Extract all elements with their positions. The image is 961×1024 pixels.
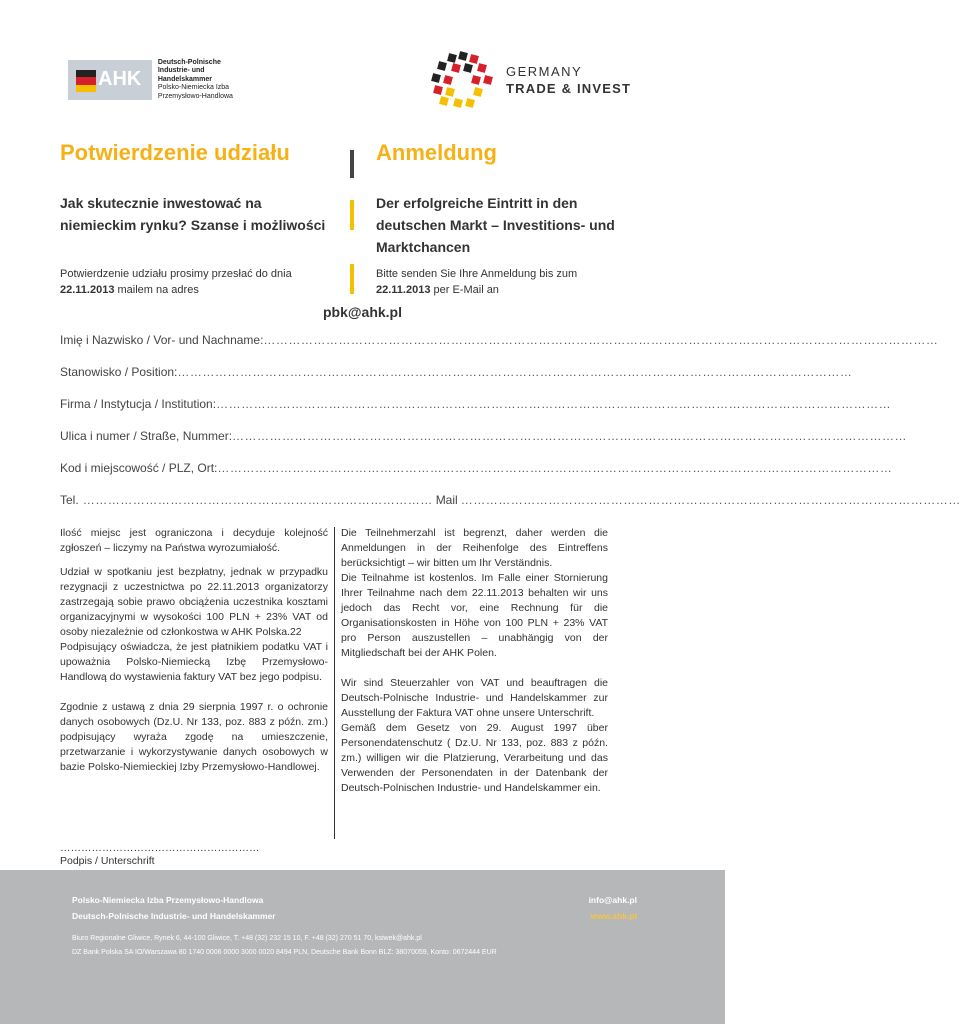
fill-line: ……………………………………………………………………………………………………………………………………………… <box>263 333 939 347</box>
note-de: Bitte senden Sie Ihre Anmeldung bis zum 22.11.2013 per E-Mail an <box>376 268 578 296</box>
terms-de: Die Teilnehmerzahl ist begrenzt, daher werden die Anmeldungen in der Reihenfolge des Eintreffens berücksichtigt – wir bitten um Ihr Verständnis. Die Teilnahme ist kostenlos. Im Falle einer Stornierung Ihrer Teilnahme nach dem 22.11.2013 behalten wir uns jedoch das Recht vor, eine Rechnung für die Organisationskosten in Höhe von 100 PLN + 23% VAT pro Person auszustellen – unabhängig von der Mitgliedschaft bei der AHK Polen. Wir sind Steuerzahler von VAT und beauftragen die Deutsch-Polnische Industrie- und Handelskammer zur Ausstellung der Faktura VAT ohne unsere Unterschrift. Gemäß dem Gesetz von 29. August 1997 über Personendatenschutz ( Dz.U. Nr 133, poz. 883 z późn. zm.) willigen wir die Platzierung, Verarbeitung und das Verwenden der Personendaten in der Datenbank der Deutsch-Polnischen Industrie- und Handelskammer ein. <box>341 527 608 794</box>
gti-logo <box>428 52 638 108</box>
footer <box>0 870 725 1024</box>
divider-bar-yellow-1 <box>350 200 354 230</box>
subtitle-pl: Jak skutecznie inwestować na niemieckim rynku? Szanse i możliwości <box>60 195 326 233</box>
field-company[interactable]: Firma / Instytucja / Institution: ……………………………………………………………………………………………………………………………………………… <box>60 397 892 411</box>
footer-contact: Biuro Regionalne Gliwice, Rynek 6, 44-100 Gliwice, T. +48 (32) 232 15 10, F. +48 (32) 270 51 70, ksiwek@ahk.pl DZ Bank Polska SA IO/Warszawa 80 1740 0006 0000 3000 0020 8494 PLN, Deutsche Bank Bonn BLZ: 38070059, Konto: 0672444 EUR <box>72 935 497 956</box>
terms-pl: Ilość miejsc jest ograniczona i decyduje kolejność zgłoszeń – liczymy na Państwa wyrozumiałość. Udział w spotkaniu jest bezpłatny, jednak w przypadku rezygnacji z uczestnictwa po 22.11.2013 organizatorzy zastrzegają sobie prawo obciążenia uczestnika kosztami organizacyjnymi w wysokości 100 PLN + 23% VAT od osoby niezależnie od członkostwa w AHK Polska.22 Podpisujący oświadcza, że jest płatnikiem podatku VAT i upoważnia Polsko-Niemiecką Izbę Przemysłowo-Handlową do wystawienia faktury VAT bez jego podpisu. Zgodnie z ustawą z dnia 29 sierpnia 1997 r. o ochronie danych osobowych (Dz.U. Nr 133, poz. 883 z późn. zm.) podpisujący wyraża zgodę na umieszczenie, przetwarzanie i wykorzystywanie danych osobowych w bazie Polsko-Niemieckiej Izby Przemysłowo-Handlowej. <box>60 527 328 773</box>
fill-line: ……………………………………………………………………………………………………………………………………………… <box>177 365 853 379</box>
divider-bar-yellow-2 <box>350 264 354 294</box>
field-street[interactable]: Ulica i numer / Straße, Nummer: ……………………………………………………………………………………………………………………………………………… <box>60 429 908 443</box>
fill-line: ……………………………………………………………………………………………………………………………………………… <box>216 397 892 411</box>
title-de: Anmeldung <box>376 140 497 165</box>
gti-mosaic-icon <box>428 52 494 108</box>
gti-wordmark: GERMANY TRADE & INVEST <box>506 64 632 96</box>
signature-line: ………………………………………………… <box>60 842 260 854</box>
divider-bar-dark <box>350 150 354 178</box>
signature-label: Podpis / Unterschrift <box>60 855 155 867</box>
subtitle-de: Der erfolgreiche Eintritt in den deutschen Markt – Investitions- und Marktchancen <box>376 195 615 255</box>
footer-org: Polsko-Niemiecka Izba Przemysłowo-Handlowa Deutsch-Polnische Industrie- und Handelskammer <box>72 895 276 921</box>
email-address: pbk@ahk.pl <box>323 304 402 320</box>
ahk-logo-subtitle: Deutsch-Polnische Industrie- und Handelskammer Polsko-Niemiecka Izba Przemysłowo-Handlowa <box>157 58 233 100</box>
field-name[interactable]: Imię i Nazwisko / Vor- und Nachname: ……………………………………………………………………………………………………………………………………………… <box>60 333 939 347</box>
title-pl: Potwierdzenie udziału <box>60 140 290 165</box>
field-city[interactable]: Kod i miejscowość / PLZ, Ort: ……………………………………………………………………………………………………………………………………………… <box>60 461 893 475</box>
column-divider <box>334 527 335 839</box>
signature[interactable] <box>60 842 260 868</box>
ahk-logo-box <box>68 60 152 100</box>
ahk-logo-text: AHK <box>98 68 142 90</box>
fill-line-mail: ………………………………………………………………………………………………………… <box>460 493 961 507</box>
footer-email-link[interactable]: info@ahk.pl <box>588 895 637 905</box>
ahk-logo <box>68 60 258 100</box>
field-position[interactable]: Stanowisko / Position: ……………………………………………………………………………………………………………………………………………… <box>60 365 853 379</box>
footer-links <box>589 892 637 924</box>
footer-web-link[interactable]: www.ahk.pl <box>590 911 637 921</box>
fill-line-tel: ………………………………………………………………………… <box>82 493 433 507</box>
ahk-flag-icon <box>76 70 96 92</box>
fill-line: ……………………………………………………………………………………………………………………………………………… <box>232 429 908 443</box>
note-pl: Potwierdzenie udziału prosimy przesłać do dnia 22.11.2013 mailem na adres <box>60 268 292 296</box>
fill-line: ……………………………………………………………………………………………………………………………………………… <box>217 461 893 475</box>
field-tel-mail[interactable]: Tel. ………………………………………………………………………… Mail ………………………………………………………………………………………………………… <box>60 493 961 507</box>
